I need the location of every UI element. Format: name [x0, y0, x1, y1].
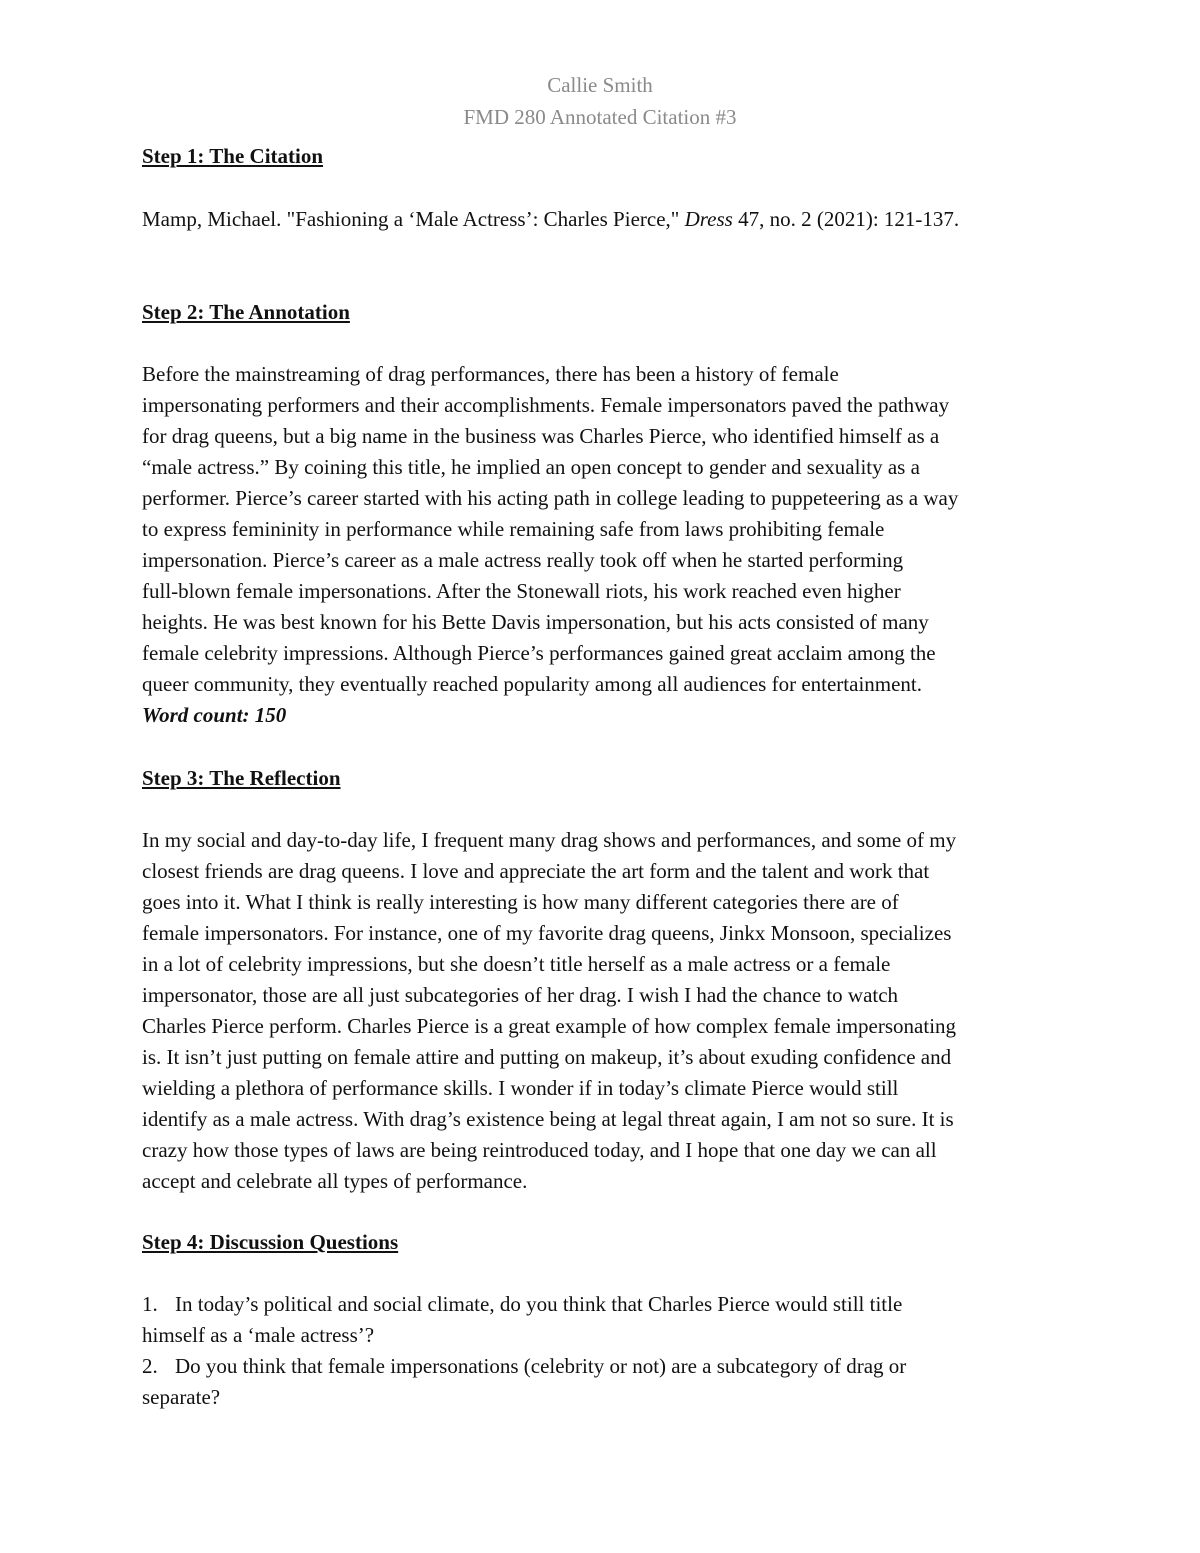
- citation: [142, 206, 959, 232]
- step1-heading: Step 1: The Citation: [142, 144, 324, 168]
- reflection-line: In my social and day-to-day life, I frequent many drag shows and performances, and some of my: [142, 828, 957, 852]
- word-count: Word count: 150: [142, 703, 287, 727]
- annotation-line: for drag queens, but a big name in the business was Charles Pierce, who identified himself as a: [142, 424, 940, 448]
- citation-author-title: Mamp, Michael. "Fashioning a ‘Male Actress’: Charles Pierce,": [142, 207, 685, 231]
- question-number: 2.: [142, 1354, 158, 1378]
- reflection-line: impersonator, those are all just subcategories of her drag. I wish I had the chance to watch: [142, 983, 899, 1007]
- question-1-continued: himself as a ‘male actress’?: [142, 1323, 375, 1347]
- annotation-line: full-blown female impersonations. After the Stonewall riots, his work reached even higher: [142, 579, 901, 603]
- question-number: 1.: [142, 1292, 158, 1316]
- step4-heading: Step 4: Discussion Questions: [142, 1230, 399, 1254]
- citation-journal: Dress: [684, 207, 733, 231]
- reflection-line: crazy how those types of laws are being reintroduced today, and I hope that one day we can all: [142, 1138, 937, 1162]
- step2-heading: Step 2: The Annotation: [142, 300, 350, 324]
- question-2: [142, 1353, 906, 1379]
- step3-heading: Step 3: The Reflection: [142, 766, 341, 790]
- annotation-line: “male actress.” By coining this title, he implied an open concept to gender and sexuality as a: [142, 455, 920, 479]
- annotation-line: queer community, they eventually reached popularity among all audiences for entertainment.: [142, 672, 923, 696]
- annotation-line: Before the mainstreaming of drag performances, there has been a history of female: [142, 362, 839, 386]
- reflection-line: accept and celebrate all types of performance.: [142, 1169, 528, 1193]
- reflection-line: Charles Pierce perform. Charles Pierce is a great example of how complex female impersonating: [142, 1014, 957, 1038]
- reflection-line: goes into it. What I think is really interesting is how many different categories there are of: [142, 890, 899, 914]
- citation-details: 47, no. 2 (2021): 121-137.: [732, 207, 960, 231]
- reflection-line: closest friends are drag queens. I love and appreciate the art form and the talent and work that: [142, 859, 930, 883]
- annotation-line: impersonation. Pierce’s career as a male actress really took off when he started performing: [142, 548, 904, 572]
- reflection-line: in a lot of celebrity impressions, but she doesn’t title herself as a male actress or a female: [142, 952, 891, 976]
- annotation-line: to express femininity in performance while remaining safe from laws prohibiting female: [142, 517, 885, 541]
- reflection-line: female impersonators. For instance, one of my favorite drag queens, Jinkx Monsoon, specializes: [142, 921, 952, 945]
- question-2-continued: separate?: [142, 1385, 221, 1409]
- course-title: FMD 280 Annotated Citation #3: [463, 105, 737, 129]
- question-1: [142, 1291, 902, 1317]
- annotation-line: performer. Pierce’s career started with his acting path in college leading to puppeteering as a way: [142, 486, 959, 510]
- reflection-line: is. It isn’t just putting on female attire and putting on makeup, it’s about exuding confidence and: [142, 1045, 952, 1069]
- annotation-line: female celebrity impressions. Although Pierce’s performances gained great acclaim among the: [142, 641, 936, 665]
- reflection-line: identify as a male actress. With drag’s existence being at legal threat again, I am not so sure. It is: [142, 1107, 954, 1131]
- author-name: Callie Smith: [547, 73, 653, 97]
- annotation-line: impersonating performers and their accomplishments. Female impersonators paved the pathway: [142, 393, 950, 417]
- reflection-line: wielding a plethora of performance skills. I wonder if in today’s climate Pierce would still: [142, 1076, 899, 1100]
- annotation-line: heights. He was best known for his Bette Davis impersonation, but his acts consisted of many: [142, 610, 929, 634]
- question-text: Do you think that female impersonations (celebrity or not) are a subcategory of drag or: [175, 1354, 907, 1378]
- question-text: In today’s political and social climate, do you think that Charles Pierce would still title: [175, 1292, 903, 1316]
